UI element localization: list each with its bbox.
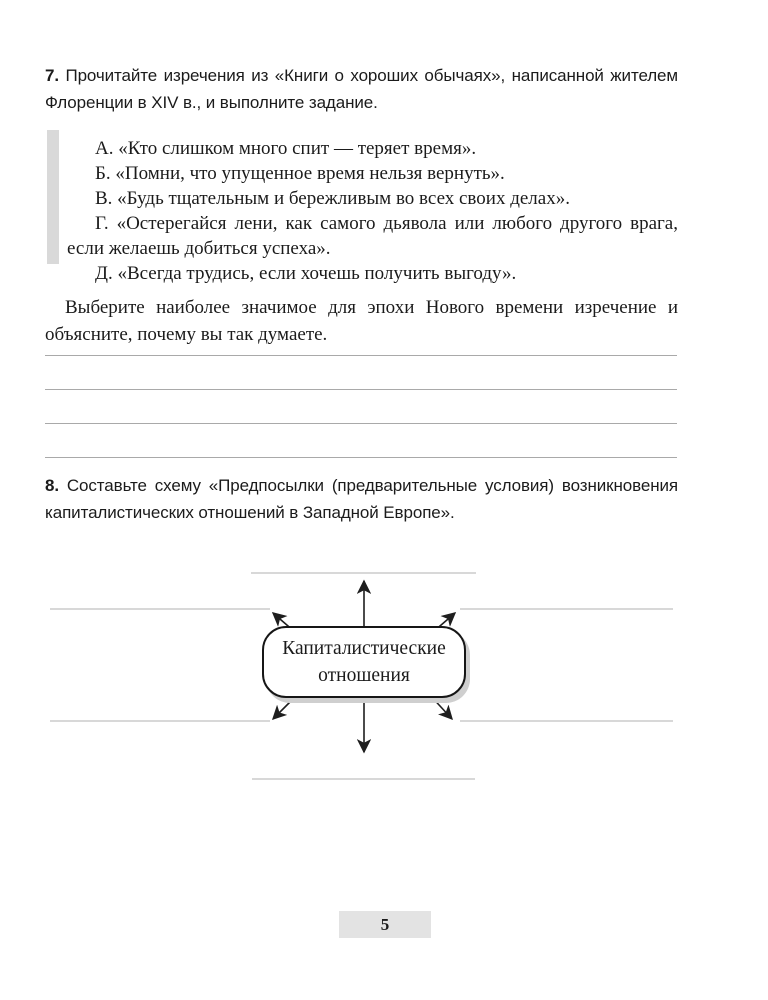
page-number: 5 [380, 914, 390, 934]
exercise-7-section [45, 62, 678, 348]
exercise-7-task: Выберите наиболее значимое для эпохи Нового времени изречение и объясните, почему вы так думаете. [45, 297, 678, 345]
quote-block [67, 136, 678, 286]
quote-item-b: Б. «Помни, что упущенное время нельзя вернуть». [95, 163, 505, 184]
answer-line [45, 322, 677, 356]
quote-item-g: Г. «Остерегайся лени, как самого дьявола или любого другого врага, если желаешь добиться успеха». [67, 213, 678, 259]
quote-sidebar-rule [47, 130, 59, 264]
exercise-8-prompt: Составьте схему «Предпосылки (предварительные условия) возникновения капиталистических отношений в Западной Европе». [45, 476, 678, 522]
exercise-8-heading [45, 472, 678, 526]
answer-line [45, 390, 677, 424]
page-number-box [339, 911, 431, 938]
diagram-center-node [262, 626, 466, 698]
answer-line [45, 356, 677, 390]
exercise-7-number: 7. [45, 66, 59, 85]
quote-item-a: А. «Кто слишком много спит — теряет время». [95, 138, 477, 159]
quote-item-d: Д. «Всегда трудись, если хочешь получить выгоду». [95, 263, 517, 284]
exercise-8-section [45, 472, 678, 546]
exercise-7-answer-lines [45, 322, 677, 458]
exercise-7-prompt: Прочитайте изречения из «Книги о хороших обычаях», написанной жителем Флоренции в XIV в., и выполните задание. [45, 66, 678, 112]
quote-item-v: В. «Будь тщательным и бережливым во всех своих делах». [95, 188, 570, 209]
exercise-7-heading [45, 62, 678, 116]
exercise-8-number: 8. [45, 476, 59, 495]
answer-line [45, 424, 677, 458]
diagram-center-label: Капиталистические отношения [282, 638, 446, 686]
